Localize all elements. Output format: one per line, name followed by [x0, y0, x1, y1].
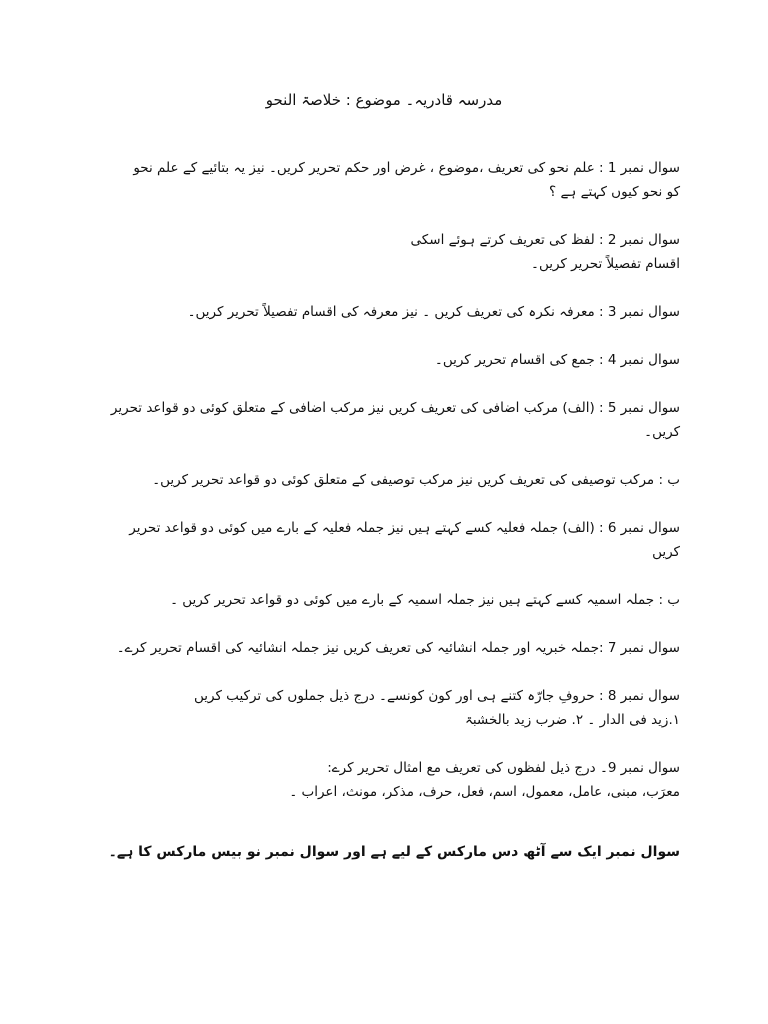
question-line: ب : جملہ اسمیہ کسے کہتے ہیں نیز جملہ اسمیہ کے بارے میں کوئی دو قواعد تحریر کریں ۔: [170, 592, 680, 608]
question-line: کریں: [652, 544, 680, 560]
question-6a: [88, 516, 680, 564]
question-2: [88, 228, 680, 276]
question-3: [88, 300, 680, 324]
question-line: سوال نمبر 2 : لفظ کی تعریف کرتے ہوئے اسکی: [410, 232, 680, 248]
question-line: معرَب، مبنی، عامل، معمول، اسم، فعل، حرف، مذکر، مونث، اعراب ۔: [289, 784, 680, 800]
question-line: کریں۔: [644, 424, 680, 440]
question-line: سوال نمبر 7 :جملہ خبریہ اور جملہ انشائیہ کی تعریف کریں نیز جملہ انشائیہ کی اقسام تحریر کرے۔: [116, 640, 680, 656]
question-6b: [88, 588, 680, 612]
question-line: ۱.زید فی الدار ۔ ۲. ضرب زید بالخشبۃ: [464, 712, 680, 728]
marks-note: سوال نمبر ایک سے آٹھ دس مارکس کے لیے ہے اور سوال نمبر نو بیس مارکس کا ہے۔: [108, 844, 680, 860]
question-line: اقسام تفصیلاً تحریر کریں۔: [531, 256, 680, 272]
question-line: سوال نمبر 8 : حروفِ جارّہ کتنے ہی اور کون کونسے۔ درج ذیل جملوں کی ترکیب کریں: [193, 688, 680, 704]
question-line: سوال نمبر 1 : علم نحو کی تعریف ،موضوع ، غرض اور حکم تحریر کریں۔ نیز یہ بتائیے کے علم نحو: [133, 160, 680, 176]
question-line: کو نحو کیوں کہتے ہے ؟: [549, 184, 680, 200]
question-7: [88, 636, 680, 660]
question-9: [88, 756, 680, 804]
question-5a: [88, 396, 680, 444]
question-8: [88, 684, 680, 732]
question-line: سوال نمبر 4 : جمع کی اقسام تحریر کریں۔: [434, 352, 680, 368]
question-1: [88, 156, 680, 204]
question-line: سوال نمبر 3 : معرفہ نکرہ کی تعریف کریں ۔ نیز معرفہ کی اقسام تفصیلاً تحریر کریں۔: [187, 304, 680, 320]
question-line: سوال نمبر 9۔ درج ذیل لفظوں کی تعریف مع امثال تحریر کرے:: [327, 760, 680, 776]
question-4: [88, 348, 680, 372]
question-line: ب : مرکب توصیفی کی تعریف کریں نیز مرکب توصیفی کے متعلق کوئی دو قواعد تحریر کریں۔: [152, 472, 680, 488]
question-5b: [88, 468, 680, 492]
page-title: مدرسہ قادریہ۔ موضوع : خلاصۃ النحو: [265, 91, 503, 109]
question-line: سوال نمبر 6 : (الف) جملہ فعلیہ کسے کہتے ہیں نیز جملہ فعلیہ کے بارے میں کوئی دو قواعد تحریر: [129, 520, 680, 536]
question-line: سوال نمبر 5 : (الف) مرکب اضافی کی تعریف کریں نیز مرکب اضافی کے متعلق کوئی دو قواعد تحریر: [110, 400, 680, 416]
